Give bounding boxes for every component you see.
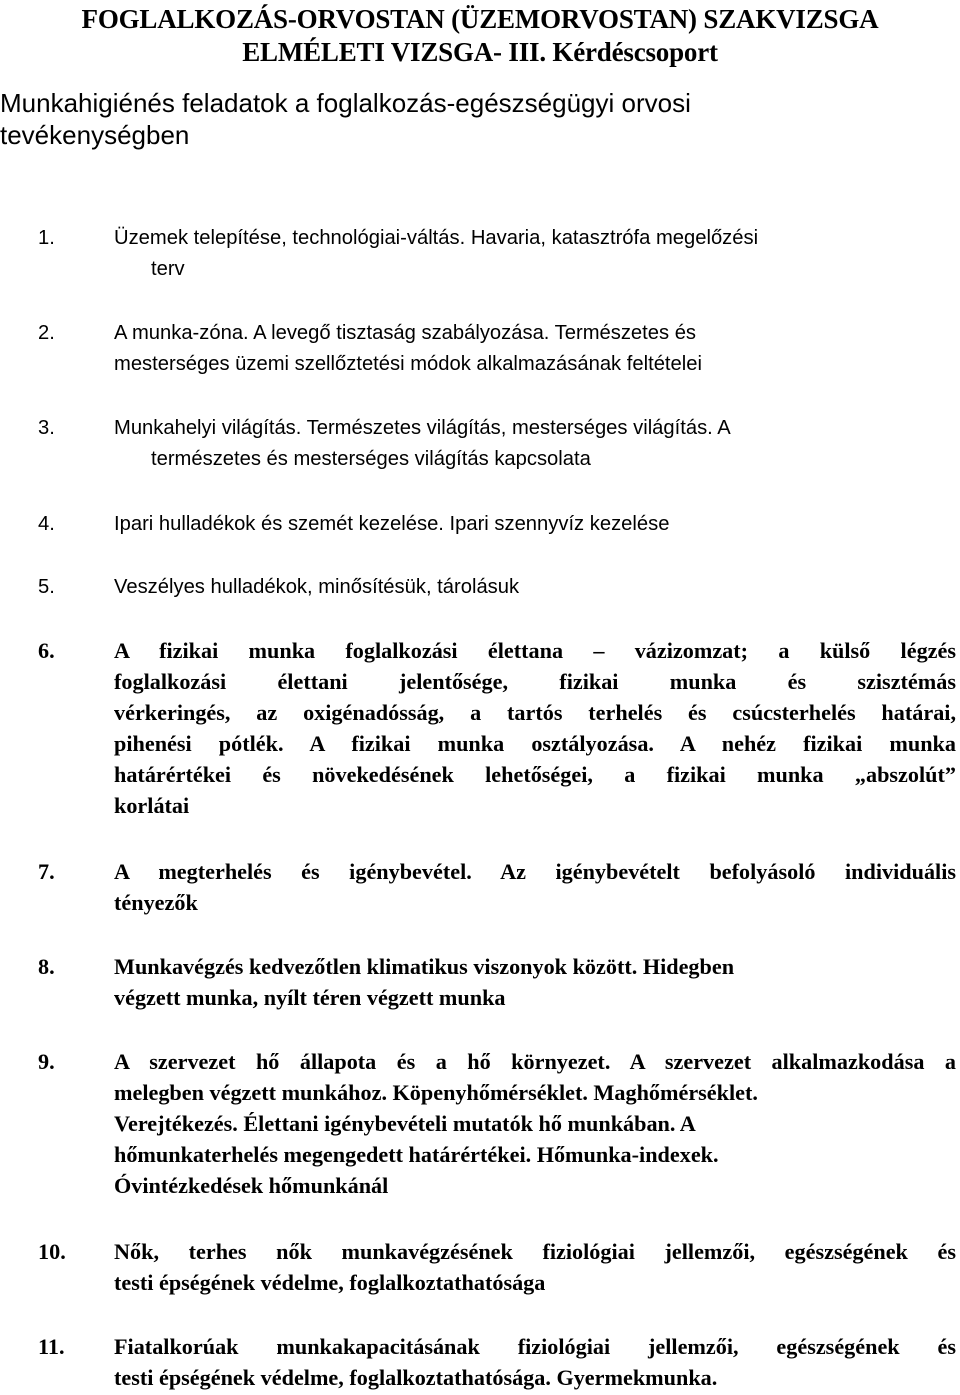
question-text bbox=[114, 223, 960, 285]
question-line: Üzemek telepítése, technológiai-váltás. Havaria, katasztrófa megelőzési bbox=[114, 227, 759, 249]
question-number: 6. bbox=[38, 638, 55, 663]
question-number: 7. bbox=[38, 859, 55, 884]
question-number: 3. bbox=[38, 417, 55, 439]
question-line: Munkavégzés kedvezőtlen klimatikus viszonyok között. Hidegben bbox=[114, 954, 735, 979]
question-number: 9. bbox=[38, 1049, 55, 1074]
question-line: Veszélyes hulladékok, minősítésük, tárolásuk bbox=[114, 576, 520, 598]
question-line: foglalkozási élettani jelentősége, fizikai munka és szisztémás bbox=[114, 669, 956, 694]
question-line: A munka-zóna. A levegő tisztaság szabályozása. Természetes és bbox=[114, 322, 697, 344]
question-line: terv bbox=[151, 258, 185, 280]
question-text bbox=[114, 1236, 956, 1298]
question-text bbox=[114, 635, 956, 821]
question-text bbox=[114, 413, 960, 475]
question-line: Fiatalkorúak munkakapacitásának fiziológiai jellemzői, egészségének és bbox=[114, 1334, 956, 1359]
question-text bbox=[114, 856, 956, 918]
question-line: tényezők bbox=[114, 890, 198, 915]
question-line: Ipari hulladékok és szemét kezelése. Ipari szennyvíz kezelése bbox=[114, 513, 670, 535]
question-line: pihenési pótlék. A fizikai munka osztályozása. A nehéz fizikai munka bbox=[114, 731, 956, 756]
question-number: 5. bbox=[38, 576, 55, 598]
question-line: korlátai bbox=[114, 793, 190, 818]
subtitle-line-2: tevékenységben bbox=[0, 120, 190, 150]
question-line: végzett munka, nyílt téren végzett munka bbox=[114, 985, 506, 1010]
title-line-1: FOGLALKOZÁS-ORVOSTAN (ÜZEMORVOSTAN) SZAKVIZSGA bbox=[81, 4, 879, 34]
question-line: testi épségének védelme, foglalkoztathatósága. Gyermekmunka. bbox=[114, 1365, 718, 1390]
question-line: mesterséges üzemi szellőztetési módok alkalmazásának feltételei bbox=[114, 353, 702, 375]
question-line: határértékei és növekedésének lehetőségei, a fizikai munka „abszolút” bbox=[114, 762, 956, 787]
document-subtitle bbox=[0, 87, 960, 151]
question-line: Nők, terhes nők munkavégzésének fiziológiai jellemzői, egészségének és bbox=[114, 1239, 956, 1264]
question-text bbox=[114, 951, 960, 1013]
question-number: 1. bbox=[38, 227, 55, 249]
question-text bbox=[114, 1046, 956, 1201]
title-line-2: ELMÉLETI VIZSGA- III. Kérdéscsoport bbox=[242, 37, 718, 67]
question-line: Óvintézkedések hőmunkánál bbox=[114, 1173, 389, 1198]
question-number: 4. bbox=[38, 513, 55, 535]
question-line: hőmunkaterhelés megengedett határértékei. Hőmunka-indexek. bbox=[114, 1142, 719, 1167]
question-line: természetes és mesterséges világítás kapcsolata bbox=[151, 448, 591, 470]
question-line: Munkahelyi világítás. Természetes világítás, mesterséges világítás. A bbox=[114, 417, 731, 439]
subtitle-line-1: Munkahigiénés feladatok a foglalkozás-egészségügyi orvosi bbox=[0, 88, 691, 118]
question-line: vérkeringés, az oxigénadósság, a tartós terhelés és csúcsterhelés határai, bbox=[114, 700, 956, 725]
question-number: 11. bbox=[38, 1334, 65, 1359]
question-text bbox=[114, 509, 960, 540]
question-number: 2. bbox=[38, 322, 55, 344]
question-line: A szervezet hő állapota és a hő környezet. A szervezet alkalmazkodása a bbox=[114, 1049, 956, 1074]
question-number: 10. bbox=[38, 1239, 66, 1264]
question-number: 8. bbox=[38, 954, 55, 979]
question-text bbox=[114, 572, 960, 603]
question-text bbox=[114, 1331, 956, 1393]
question-line: A megterhelés és igénybevétel. Az igénybevételt befolyásoló individuális bbox=[114, 859, 956, 884]
question-line: testi épségének védelme, foglalkoztathatósága bbox=[114, 1270, 546, 1295]
question-line: A fizikai munka foglalkozási élettana – vázizomzat; a külső légzés bbox=[114, 638, 956, 663]
question-text bbox=[114, 318, 960, 380]
question-line: melegben végzett munkához. Köpenyhőmérséklet. Maghőmérséklet. bbox=[114, 1080, 758, 1105]
question-line: Verejtékezés. Élettani igénybevételi mutatók hő munkában. A bbox=[114, 1111, 696, 1136]
document-title bbox=[0, 3, 960, 69]
